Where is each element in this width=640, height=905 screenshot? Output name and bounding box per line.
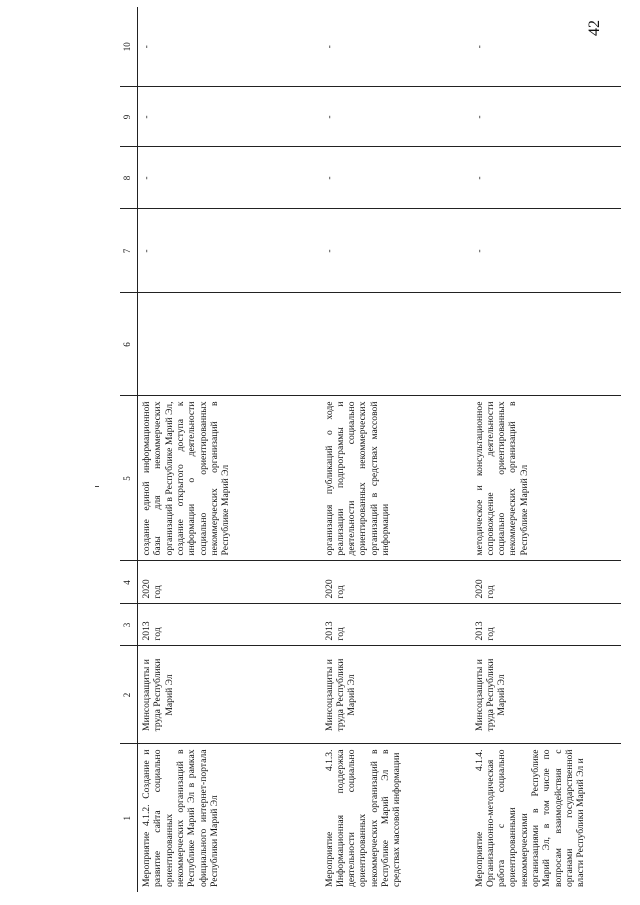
result-cell: методическое и консультационное сопровождение деятельности социально ориентированных некоммерческих организаций в Республике Марий Эл: [471, 396, 621, 561]
column-7-cell: -: [321, 209, 471, 293]
column-7-cell: -: [471, 209, 621, 293]
table-row: [321, 7, 471, 892]
table-row: [138, 7, 321, 892]
end-year-cell: 2020 год: [138, 561, 321, 604]
start-year-cell: 2013 год: [138, 604, 321, 646]
measure-cell: Мероприятие 4.1.2. Создание и развитие сайта социально ориентированных некоммерческих организаций в Республике Марий Эл в рамках официального интернет-портала Республики Марий Эл: [141, 749, 220, 887]
column-number: 8: [120, 147, 138, 209]
column-9-cell: -: [321, 87, 471, 147]
measure-cell: Мероприятие 4.1.4. Организационно-методическая работа с социально ориентированными некоммерческими организациями в Республике Марий Эл, в том числе по вопросам взаимодействия с органами государственной власти Республики Марий Эл и: [473, 749, 587, 887]
column-number: 6: [120, 293, 138, 396]
scan-speck: [95, 486, 99, 487]
column-6-cell: [138, 293, 321, 396]
table-row: [471, 7, 621, 892]
start-year-cell: 2013 год: [321, 604, 471, 646]
column-number: 9: [120, 87, 138, 147]
executor-cell: Минсоцзащиты и труда Республики Марий Эл: [321, 646, 471, 744]
column-number: 3: [120, 604, 138, 646]
column-number: 7: [120, 209, 138, 293]
column-6-cell: [321, 293, 471, 396]
end-year-cell: 2020 год: [321, 561, 471, 604]
result-cell: организация публикаций о ходе реализации подпрограммы и деятельности социально ориентированных некоммерческих организаций в средствах массовой информации: [321, 396, 471, 561]
measure-cell: Мероприятие 4.1.3. Информационная поддержка деятельности социально ориентированных некоммерческих организаций в Республике Марий Эл в средствах массовой информации: [323, 749, 403, 887]
column-8-cell: -: [321, 147, 471, 209]
column-6-cell: [471, 293, 621, 396]
column-8-cell: -: [138, 147, 321, 209]
column-8-cell: -: [471, 147, 621, 209]
column-10-cell: -: [321, 7, 471, 87]
column-7-cell: -: [138, 209, 321, 293]
result-cell: создание единой информационной базы для некоммерческих организаций в Республике Марий Эл, создание открытого доступа к информации о деятельности социально ориентированных некоммерческих организаций в Республике Марий Эл: [138, 396, 321, 561]
column-number: 1: [120, 744, 138, 892]
end-year-cell: 2020 год: [471, 561, 621, 604]
program-activities-table: [120, 7, 621, 892]
column-10-cell: -: [138, 7, 321, 87]
column-number: 4: [120, 561, 138, 604]
rotated-table-area: [120, 7, 630, 892]
column-number: 2: [120, 646, 138, 744]
column-number: 10: [120, 7, 138, 87]
column-number-row: [120, 7, 138, 892]
column-9-cell: -: [471, 87, 621, 147]
executor-cell: Минсоцзащиты и труда Республики Марий Эл: [471, 646, 621, 744]
column-10-cell: -: [471, 7, 621, 87]
start-year-cell: 2013 год: [471, 604, 621, 646]
executor-cell: Минсоцзащиты и труда Республики Марий Эл: [138, 646, 321, 744]
page-number: 42: [586, 20, 603, 36]
column-9-cell: -: [138, 87, 321, 147]
column-number: 5: [120, 396, 138, 561]
